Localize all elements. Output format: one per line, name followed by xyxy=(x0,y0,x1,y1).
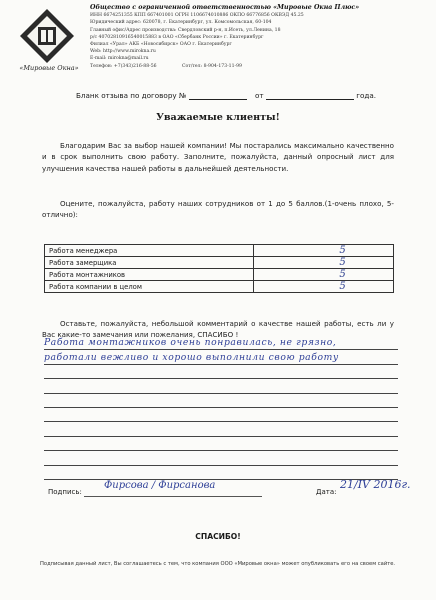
comment-line[interactable] xyxy=(44,422,398,436)
letterhead-line: Юридический адрес: 620078, г. Екатеринбург, ул. Комсомольская, 60-104 xyxy=(90,20,272,26)
contract-label: Бланк отзыва по договору № xyxy=(76,91,187,100)
letterhead-line: Web: http://www.mirokna.ru xyxy=(90,49,156,55)
greeting-heading: Уважаемые клиенты! xyxy=(156,112,280,123)
letterhead-line: E-mail: mirokna@mail.ru xyxy=(90,56,149,62)
contract-year-label: года. xyxy=(356,91,377,100)
comment-line[interactable] xyxy=(44,379,398,393)
comment-lines xyxy=(44,336,398,480)
logo-caption: «Мировые Окна» xyxy=(19,64,79,72)
table-row xyxy=(45,245,394,257)
handwritten-comment: Работа монтажников очень понравилась, не грязно, xyxy=(44,337,337,349)
mobile-number: Сот/тел: 8-904-173-11-99 xyxy=(182,63,242,69)
table-row xyxy=(45,269,394,281)
signature-label: Подпись: xyxy=(48,488,82,496)
date-label: Дата: xyxy=(316,488,337,496)
table-row xyxy=(45,257,394,269)
intro-paragraph: Благодарим Вас за выбор нашей компании! Мы постарались максимально качественно и в срок выполнить свою работу. Заполните, пожалуйста, данный опросный лист для улучшения качества нашей работы в дальнейшей деятельности. xyxy=(42,141,394,173)
comment-line[interactable] xyxy=(44,394,398,408)
letterhead-details xyxy=(90,4,430,70)
rating-score[interactable]: 5 xyxy=(254,257,394,269)
letterhead-phones xyxy=(90,63,430,70)
comment-line[interactable] xyxy=(44,365,398,379)
handwritten-comment: работали вежливо и хорошо выполнили свою работу xyxy=(44,351,339,363)
comment-line[interactable] xyxy=(44,350,398,364)
rating-label: Работа монтажников xyxy=(45,269,254,281)
signature-field[interactable] xyxy=(84,496,262,497)
contract-from-label: от xyxy=(255,91,264,100)
comment-line[interactable] xyxy=(44,451,398,465)
org-name: Общество с ограниченной ответственностью «Мировые Окна Плюс» xyxy=(90,4,360,11)
letterhead-line: ИНН 6674251355 КПП 667401001 ОГРН 1106674010886 ОКПО 66776856 ОКВЭД 45.25 xyxy=(90,13,304,19)
rating-score[interactable]: 5 xyxy=(254,245,394,257)
rating-prompt: Оцените, пожалуйста, работу наших сотрудников от 1 до 5 баллов.(1-очень плохо, 5-отлично): xyxy=(42,199,394,220)
letterhead-line: Филиал «Урал» АКБ «Новосибирск» ОАО г. Екатеринбург xyxy=(90,42,232,48)
contract-line xyxy=(76,90,436,100)
rating-label: Работа менеджера xyxy=(45,245,254,257)
contract-number-field[interactable] xyxy=(189,90,247,100)
ratings-table xyxy=(44,244,394,293)
comment-prompt: Оставьте, пожалуйста, небольшой комментарий о качестве нашей работы, есть ли у Вас какие-то замечания или пожелания, СПАСИБО ! xyxy=(42,319,394,340)
publication-footnote: Подписывая данный лист, Вы соглашаетесь с тем, что компания ООО «Мировые окна» может опубликовать его на своем сайте. xyxy=(40,561,396,567)
phone-number: Телефон: +7(343)216-88-56 xyxy=(90,63,157,69)
company-logo-icon xyxy=(18,7,76,65)
handwritten-signature: Фирсова / Фирсанова xyxy=(104,480,216,491)
table-row xyxy=(45,281,394,293)
rating-label: Работа замерщика xyxy=(45,257,254,269)
letterhead-line: р/с 40702810916540015883 в ОАО «Сбербанк России» г. Екатеринбург xyxy=(90,34,264,40)
contract-date-field[interactable] xyxy=(266,90,354,100)
handwritten-date[interactable]: 21/IV 2016г. xyxy=(340,478,411,491)
rating-label: Работа компании в целом xyxy=(45,281,254,293)
comment-line[interactable] xyxy=(44,437,398,451)
rating-score[interactable]: 5 xyxy=(254,281,394,293)
thanks-text: СПАСИБО! xyxy=(195,532,241,541)
comment-line[interactable] xyxy=(44,408,398,422)
rating-score[interactable]: 5 xyxy=(254,269,394,281)
letterhead-line: Главный офис/Адрес производства: Свердловский р-н, п.Исеть, ул.Ленина, 18 xyxy=(90,27,281,33)
comment-line[interactable] xyxy=(44,336,398,350)
